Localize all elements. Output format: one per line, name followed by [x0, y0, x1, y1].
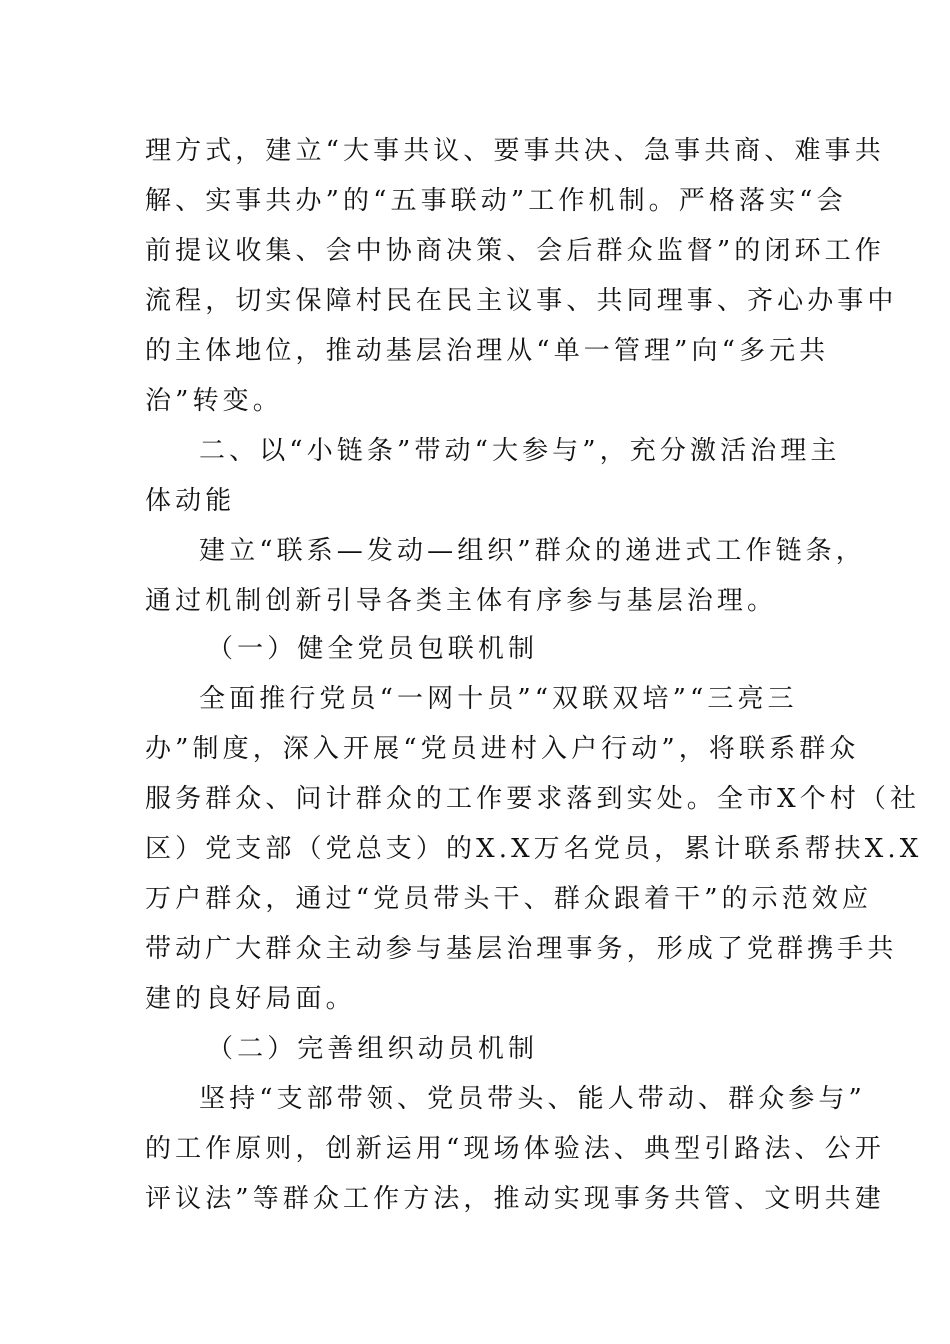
text-line: 治”转变。 — [145, 386, 283, 416]
text-line: 通过机制创新引导各类主体有序参与基层治理。 — [145, 586, 778, 616]
text-line: 全面推行党员“一网十员”“双联双培”“三亮三 — [199, 684, 798, 714]
paragraph-party-members — [145, 674, 923, 1024]
subheading-mobilization — [145, 1024, 815, 1074]
text-line: 二、以“小链条”带动“大参与”，充分激活治理主 — [199, 436, 841, 466]
text-line: 坚持“支部带领、党员带头、能人带动、群众参与” — [199, 1084, 866, 1114]
text-line: 建立“联系—发动—组织”群众的递进式工作链条， — [199, 536, 866, 566]
text-line: 区）党支部（党总支）的X.X万名党员，累计联系帮扶X.X — [145, 834, 923, 864]
text-line: 理方式，建立“大事共议、要事共决、急事共商、难事共 — [145, 136, 885, 166]
text-line: 万户群众，通过“党员带头干、群众跟着干”的示范效应 — [145, 884, 873, 914]
text-line: 建的良好局面。 — [145, 984, 356, 1014]
section-heading-two — [145, 426, 841, 526]
text-line: 带动广大群众主动参与基层治理事务，形成了党群携手共 — [145, 934, 898, 964]
paragraph-work-chain — [145, 526, 866, 626]
subheading-party-member-contact — [145, 624, 815, 674]
text-line: 解、实事共办”的“五事联动”工作机制。严格落实“会 — [145, 186, 847, 216]
text-line: 流程，切实保障村民在民主议事、共同理事、齐心办事中 — [145, 286, 898, 316]
paragraph-work-principles — [145, 1074, 885, 1224]
text-line: 的主体地位，推动基层治理从“单一管理”向“多元共 — [145, 336, 830, 366]
text-line: 评议法”等群众工作方法，推动实现事务共管、文明共建 — [145, 1184, 885, 1214]
text-line: 前提议收集、会中协商决策、会后群众监督”的闭环工作 — [145, 236, 885, 266]
text-line: 的工作原则，创新运用“现场体验法、典型引路法、公开 — [145, 1134, 885, 1164]
text-line: （二）完善组织动员机制 — [207, 1034, 539, 1064]
text-line: 服务群众、问计群众的工作要求落到实处。全市X个村（社 — [145, 784, 921, 814]
text-line: 办”制度，深入开展“党员进村入户行动”，将联系群众 — [145, 734, 860, 764]
paragraph-governance-mechanism — [145, 126, 898, 426]
text-line: （一）健全党员包联机制 — [207, 634, 539, 664]
text-line: 体动能 — [145, 486, 236, 516]
